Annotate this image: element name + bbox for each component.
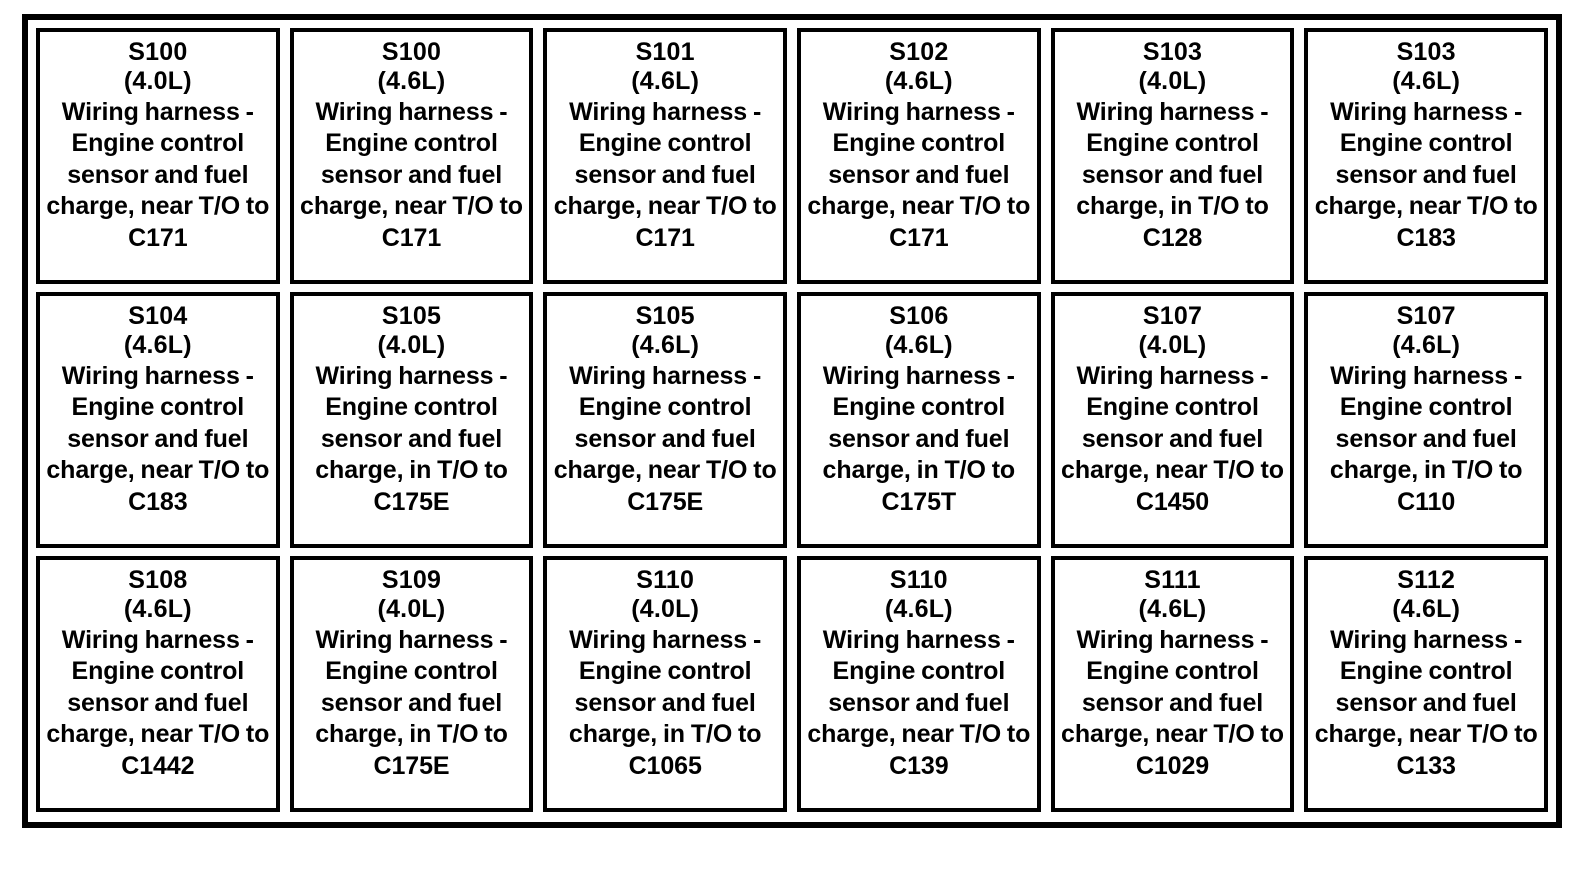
splice-description: Wiring harness - Engine control sensor and fuel charge, near T/O to C183: [1314, 97, 1538, 252]
engine-displacement: (4.6L): [884, 67, 953, 96]
table-cell: [36, 292, 280, 548]
splice-code: S103: [1142, 38, 1203, 66]
engine-displacement: (4.6L): [1392, 595, 1461, 624]
splice-code: S110: [636, 566, 695, 594]
engine-displacement: (4.6L): [631, 67, 700, 96]
splice-code: S101: [635, 38, 695, 66]
splice-description: Wiring harness - Engine control sensor and fuel charge, near T/O to C171: [807, 97, 1031, 252]
splice-description: Wiring harness - Engine control sensor and fuel charge, near T/O to C175E: [553, 361, 777, 516]
splice-description: Wiring harness - Engine control sensor and fuel charge, in T/O to C175E: [315, 625, 508, 780]
splice-code: S112: [1397, 566, 1456, 594]
table-cell: [1304, 28, 1548, 284]
splice-table-frame: [22, 14, 1562, 828]
splice-code: S106: [889, 302, 949, 330]
splice-code: S109: [381, 566, 442, 594]
splice-code: S111: [1144, 566, 1201, 594]
splice-code: S100: [128, 38, 188, 66]
splice-description: Wiring harness - Engine control sensor and fuel charge, near T/O to C171: [553, 97, 777, 252]
engine-displacement: (4.6L): [1392, 331, 1461, 360]
table-cell: [543, 556, 787, 812]
splice-description: Wiring harness - Engine control sensor and fuel charge, in T/O to C128: [1076, 97, 1269, 252]
splice-code: S103: [1396, 38, 1456, 66]
splice-description: Wiring harness - Engine control sensor and fuel charge, near T/O to C171: [46, 97, 270, 252]
engine-displacement: (4.0L): [377, 595, 446, 624]
engine-displacement: (4.6L): [1392, 67, 1461, 96]
splice-code: S105: [381, 302, 442, 330]
splice-code: S110: [889, 566, 948, 594]
splice-description: Wiring harness - Engine control sensor and fuel charge, in T/O to C1065: [568, 625, 762, 780]
table-cell: [797, 292, 1041, 548]
table-cell: [36, 556, 280, 812]
engine-displacement: (4.6L): [631, 331, 700, 360]
table-cell: [290, 556, 534, 812]
engine-displacement: (4.6L): [1138, 595, 1207, 624]
table-cell: [1304, 556, 1548, 812]
engine-displacement: (4.0L): [377, 331, 446, 360]
engine-displacement: (4.6L): [884, 595, 953, 624]
table-cell: [797, 28, 1041, 284]
splice-code: S107: [1142, 302, 1203, 330]
engine-displacement: (4.6L): [123, 595, 192, 624]
splice-description: Wiring harness - Engine control sensor and fuel charge, near T/O to C1029: [1061, 625, 1284, 780]
table-cell: [290, 292, 534, 548]
splice-code: S105: [635, 302, 695, 330]
engine-displacement: (4.6L): [377, 67, 446, 96]
splice-code: S102: [889, 38, 949, 66]
splice-code: S108: [128, 566, 188, 594]
table-cell: [36, 28, 280, 284]
splice-description: Wiring harness - Engine control sensor and fuel charge, near T/O to C183: [46, 361, 270, 516]
engine-displacement: (4.6L): [884, 331, 953, 360]
engine-displacement: (4.6L): [123, 331, 192, 360]
splice-description: Wiring harness - Engine control sensor and fuel charge, in T/O to C175E: [315, 361, 508, 516]
table-cell: [1051, 556, 1295, 812]
table-cell: [1304, 292, 1548, 548]
table-cell: [543, 28, 787, 284]
table-cell: [1051, 28, 1295, 284]
splice-code: S100: [381, 38, 442, 66]
engine-displacement: (4.0L): [631, 595, 700, 624]
table-cell: [543, 292, 787, 548]
splice-code: S107: [1396, 302, 1456, 330]
engine-displacement: (4.0L): [123, 67, 192, 96]
splice-description: Wiring harness - Engine control sensor and fuel charge, in T/O to C110: [1329, 361, 1523, 516]
splice-description: Wiring harness - Engine control sensor and fuel charge, near T/O to C171: [300, 97, 523, 252]
splice-description: Wiring harness - Engine control sensor and fuel charge, near T/O to C1442: [46, 625, 270, 780]
splice-description: Wiring harness - Engine control sensor and fuel charge, in T/O to C175T: [822, 361, 1016, 516]
splice-description: Wiring harness - Engine control sensor and fuel charge, near T/O to C1450: [1061, 361, 1284, 516]
splice-table-grid: [36, 28, 1548, 812]
engine-displacement: (4.0L): [1138, 67, 1207, 96]
table-cell: [797, 556, 1041, 812]
engine-displacement: (4.0L): [1138, 331, 1207, 360]
splice-description: Wiring harness - Engine control sensor and fuel charge, near T/O to C133: [1314, 625, 1538, 780]
table-cell: [1051, 292, 1295, 548]
splice-code: S104: [128, 302, 188, 330]
splice-description: Wiring harness - Engine control sensor and fuel charge, near T/O to C139: [807, 625, 1031, 780]
table-cell: [290, 28, 534, 284]
